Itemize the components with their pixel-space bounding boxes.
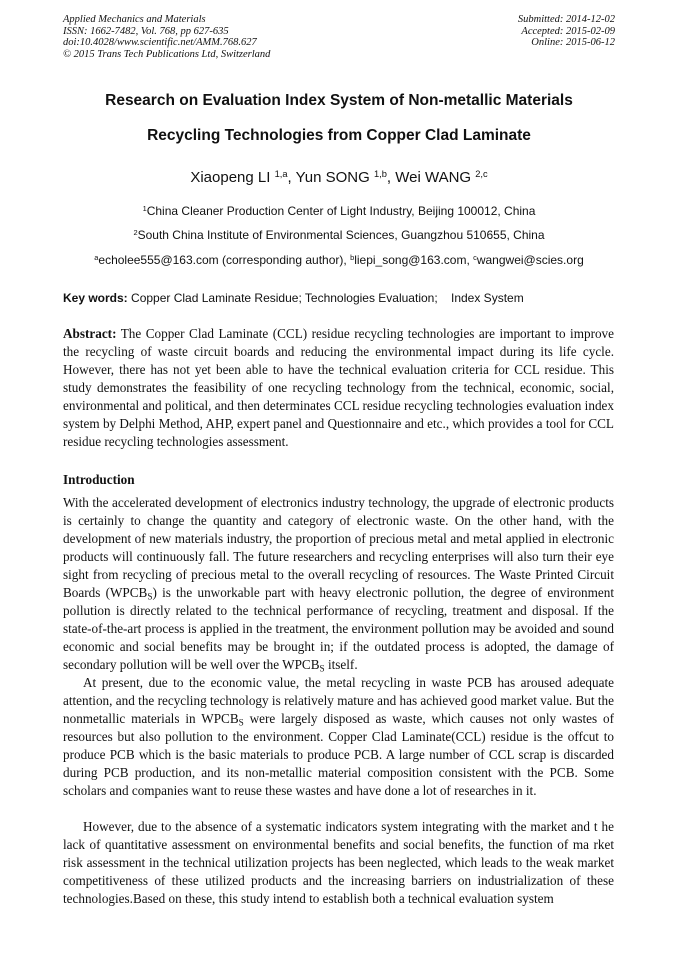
journal-name: Applied Mechanics and Materials [63, 14, 206, 25]
author-affiliation-mark: 2,c [475, 168, 488, 179]
intro-paragraph-3: However, due to the absence of a systematic indicators system integrating with the market and t he lack of quantitative assessment on environmental benefits and social benefits, the function of ma rket risk assessment in the technical utilization projects has been neglected, which leads to the weak market competitiveness of these utilized products and the increasing barriers on industrialization of these technologies.Based on these, this study intend to establish both a technical evaluation system [63, 819, 614, 907]
affiliation-text: South China Institute of Environmental Sciences, Guangzhou 510655, China [137, 228, 545, 242]
author-affiliation-mark: 1,b [373, 168, 387, 179]
online-date: Online: 2015-06-12 [531, 37, 615, 48]
email-text: wangwei@scies.org [476, 253, 584, 267]
journal-copyright: © 2015 Trans Tech Publications Ltd, Switzerland [63, 48, 271, 60]
author-name: Yun SONG [295, 169, 370, 186]
journal-issn: ISSN: 1662-7482, Vol. 768, pp 627-635 [63, 25, 229, 37]
abstract [63, 325, 614, 451]
email-mark: a [94, 252, 99, 262]
submission-dates [518, 14, 615, 49]
affiliation-text: China Cleaner Production Center of Light Industry, Beijing 100012, China [146, 204, 536, 218]
affiliation-1 [0, 204, 678, 218]
submitted-date: Submitted: 2014-12-02 [517, 14, 615, 25]
email-mark: b [350, 252, 355, 262]
author-affiliation-mark: 1,a [274, 168, 288, 179]
email-mark: c [473, 252, 477, 262]
author-list: Xiaopeng LI $^{1,a}$, Yun SONG $^{1,b}$, Wei WANG $^{2,c}$ [190, 168, 488, 186]
abstract-text: The Copper Clad Laminate (CCL) residue recycling technologies are important to improve the recycling of waste circuit boards and reducing the environmental impact during its life cycle. However, there has not yet been able to have the technical evaluation criteria for CCL residue. This study demonstrates the feasibility of one recycling technology from the technical, economic, social, environmental and political, and then determinates CCL residue recycling technologies evaluation index system by Delphi Method, AHP, expert panel and Questionnaire and etc., which provides a tool for CCL residue recycling technologies assessment. [63, 326, 614, 450]
affiliation-mark: 1 [142, 203, 147, 213]
email-text: liepi_song@163.com, [354, 253, 474, 267]
affiliation-2 [0, 228, 678, 242]
journal-info [63, 14, 270, 60]
keywords-label: Key words: [63, 291, 128, 305]
email-text: echolee555@163.com (corresponding author), [98, 253, 351, 267]
accepted-date: Accepted: 2015-02-09 [521, 25, 615, 37]
keywords [63, 291, 524, 305]
keywords-text: Copper Clad Laminate Residue; Technologies Evaluation; Index System [127, 291, 524, 305]
abstract-label: Abstract: [63, 326, 117, 341]
paper-title-line-2: Recycling Technologies from Copper Clad Laminate [147, 127, 531, 144]
email-line [0, 253, 678, 267]
intro-paragraph-1: With the accelerated development of electronics industry technology, the upgrade of electronic products is certainly to change the quantity and category of electronic waste. On the other hand, with the development of new materials industry, the proportion of precious metal and metal applied in electronic products will continuously fall. The future researchers and recycling enterprises will also turn their eye sight from recycling of precious metal to the overall recycling of resources. The Waste Printed Circuit Boards $(WPCB_S)$ is the unworkable part with heavy electronic pollution, the degree of environment pollution is directly related to the technical performance of recycling, treatment and disposal. If the state-of-the-art process is applied in the treatment, the environment pollution may be avoided and sound economic and social benefits may be brought in; if the outdated process is adopted, the damage of secondary pollution will be well over the $WPCB_S$ itself. [63, 495, 615, 674]
journal-doi: doi:10.4028/www.scientific.net/AMM.768.627 [63, 37, 257, 48]
author-name: Wei WANG [395, 169, 472, 186]
intro-paragraph-2: At present, due to the economic value, the metal recycling in waste PCB has aroused adequate attention, and the recycling technology is relatively mature and has achieved good market value. But the nonmetallic materials in $WPCB_S$ were largely disposed as waste, which causes not only wastes of resources but also pollution to the environment. Copper Clad Laminate(CCL) residue is the offcut to produce PCB which is the basic materials to produce PCB. A large number of CCL scrap is discarded during PCB production, and its non-metallic material composition consistent with the PCB. Some scholars and companies want to reuse these wastes and have done a lot of researches in it. [63, 675, 614, 799]
affiliation-mark: 2 [133, 227, 138, 237]
paper-title-line-1: Research on Evaluation Index System of Non-metallic Materials [105, 92, 573, 109]
author-name: Xiaopeng LI [190, 169, 271, 186]
section-heading: Introduction [63, 472, 135, 487]
